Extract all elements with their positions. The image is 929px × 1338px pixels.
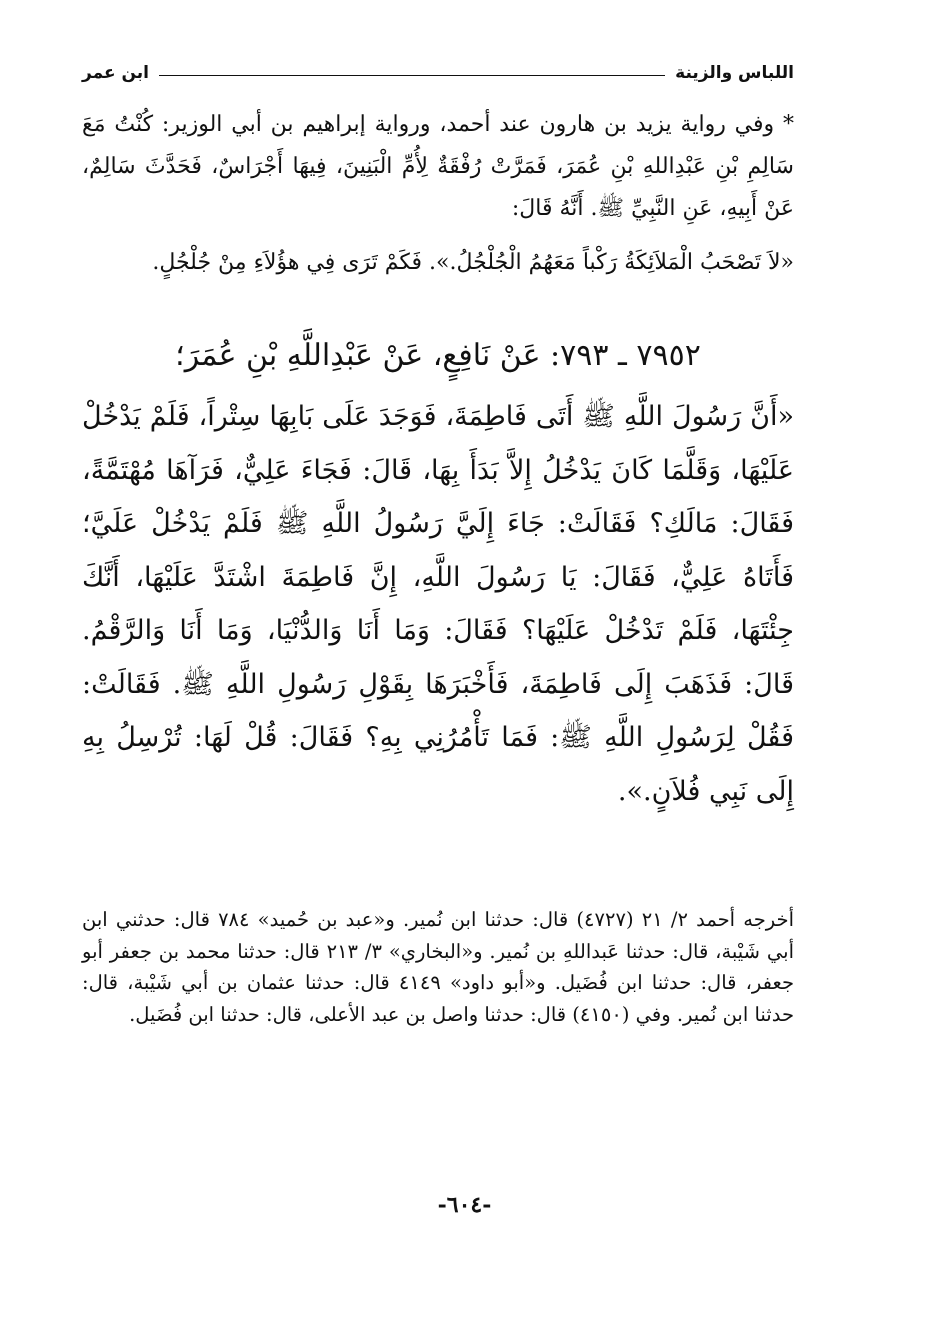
takhrij-footnote [82, 904, 794, 1030]
running-header [82, 58, 794, 88]
hadith-heading: ٧٩٥٢ ـ ٧٩٣: عَنْ نَافِعٍ، عَنْ عَبْدِاللَّهِ بْنِ عُمَرَ؛ [175, 338, 701, 373]
riwaya-quote: «لاَ تَصْحَبُ الْمَلاَئِكَةُ رَكْباً مَعَهُمُ الْجُلْجُلُ.». فَكَمْ تَرَى فِي هؤُلاَءِ مِنْ جُلْجُلٍ. [152, 250, 794, 275]
page-number: -٦٠٤- [437, 1192, 492, 1218]
riwaya-note: * وفي رواية يزيد بن هارون عند أحمد، ورواية إبراهيم بن أبي الوزير: كُنْتُ مَعَ سَالِمِ بْنِ عَبْدِاللهِ بْنِ عُمَرَ، فَمَرَّتْ رُفْقَةٌ لِأُمِّ الْبَنِينَ، فِيهَا أَجْرَاسٌ، فَحَدَّثَ سَالِمٌ، عَنْ أَبِيهِ، عَنِ النَّبِيِّ ﷺ. أَنَّهُ قَالَ: [82, 112, 794, 221]
hadith-body [82, 390, 794, 818]
header-rule [159, 75, 665, 76]
previous-hadith-tail [82, 104, 794, 284]
book-page [82, 58, 794, 1030]
takhrij-text: أخرجه أحمد ٢/ ٢١ (٤٧٢٧) قال: حدثنا ابن نُمير. و«عبد بن حُميد» ٧٨٤ قال: حدثني ابن أبي شَيْبة، قال: حدثنا عَبداللهِ بن نُمير. و«البخاري» ٣/ ٢١٣ قال: حدثنا محمد بن جعفر أبو جعفر، قال: حدثنا ابن فُضَيل. و«أبو داود» ٤١٤٩ قال: حدثنا عثمان بن أبي شَيْبة، قال: حدثنا ابن نُمير. وفي (٤١٥٠) قال: حدثنا واصل بن عبد الأعلى، قال: حدثنا ابن فُضَيل. [82, 908, 795, 1026]
header-section-title: اللباس والزينة [675, 63, 794, 83]
header-narrator: ابن عمر [82, 63, 150, 83]
hadith-text: «أَنَّ رَسُولَ اللَّهِ ﷺ أَتَى فَاطِمَةَ، فَوَجَدَ عَلَى بَابِهَا سِتْراً، فَلَمْ يَدْخُلْ عَلَيْهَا، وَقَلَّمَا كَانَ يَدْخُلُ إِلاَّ بَدَأَ بِهَا، قَالَ: فَجَاءَ عَلِيٌّ، فَرَآهَا مُهْتَمَّةً، فَقَالَ: مَالَكِ؟ فَقَالَتْ: جَاءَ إِلَيَّ رَسُولُ اللَّهِ ﷺ فَلَمْ يَدْخُلْ عَلَيَّ؛ فَأَتَاهُ عَلِيٌّ، فَقَالَ: يَا رَسُولَ اللَّهِ، إِنَّ فَاطِمَةَ اشْتَدَّ عَلَيْهَا، أَنَّكَ جِئْتَهَا، فَلَمْ تَدْخُلْ عَلَيْهَا؟ فَقَالَ: وَمَا أَنَا وَالدُّنْيَا، وَمَا أَنَا وَالرَّقْمُ. قَالَ: فَذَهَبَ إِلَى فَاطِمَةَ، فَأَخْبَرَهَا بِقَوْلِ رَسُولِ اللَّهِ ﷺ. فَقَالَتْ: فَقُلْ لِرَسُولِ اللَّهِ ﷺ: فَمَا تَأْمُرُنِي بِهِ؟ فَقَالَ: قُلْ لَهَا: تُرْسِلُ بِهِ إِلَى نَبِي فُلاَنٍ.». [82, 401, 794, 807]
